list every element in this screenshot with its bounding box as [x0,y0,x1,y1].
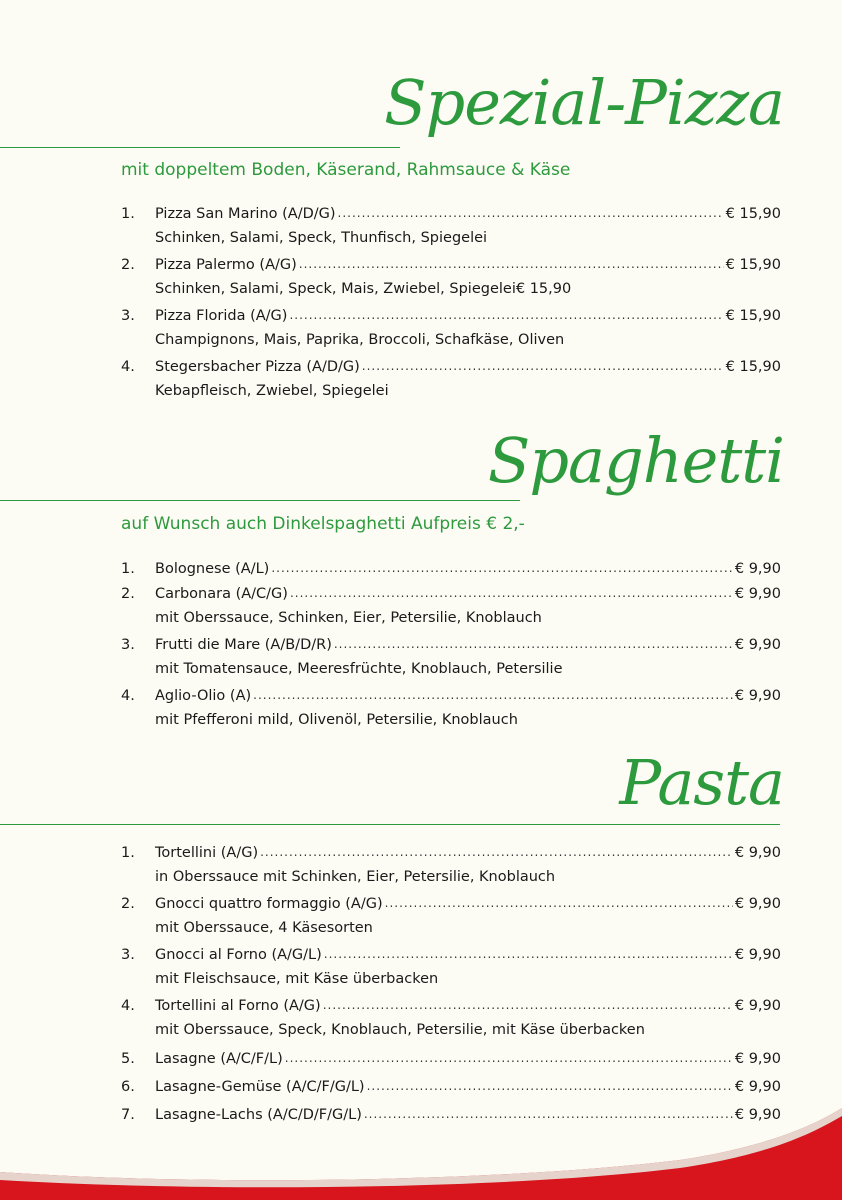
item-name: Tortellini (A/G) [155,845,259,861]
item-number: 7. [121,1107,135,1123]
item-description: mit Oberssauce, Schinken, Eier, Petersilie, Knoblauch [155,610,542,626]
item-description: mit Oberssauce, 4 Käsesorten [155,920,373,936]
dot-leader [285,1044,733,1072]
item-number: 1. [121,561,135,577]
item-description: mit Pfefferoni mild, Olivenöl, Petersilie, Knoblauch [155,712,518,728]
menu-item [121,304,781,355]
item-price: € 9,90 [734,1079,781,1095]
item-number: 3. [121,637,135,653]
item-number: 5. [121,1051,135,1067]
section-subtitle: auf Wunsch auch Dinkelspaghetti Aufpreis € 2,- [121,514,525,534]
dot-leader [338,201,724,226]
menu-item [121,994,781,1045]
item-name: Carbonara (A/C/G) [155,586,288,602]
item-price: € 9,90 [734,688,781,704]
item-number: 3. [121,947,135,963]
item-price: € 15,90 [725,359,781,375]
item-number: 6. [121,1079,135,1095]
menu-item [121,684,781,735]
item-price: € 9,90 [734,998,781,1014]
item-description: mit Oberssauce, Speck, Knoblauch, Petersilie, mit Käse überbacken [155,1022,645,1038]
item-name: Tortellini al Forno (A/G) [155,998,321,1014]
section-divider [0,824,780,825]
section-divider [0,500,520,501]
menu-item [121,582,781,633]
menu-item [121,892,781,943]
item-number: 4. [121,359,135,375]
section-title: Pasta [619,746,784,819]
dot-leader [385,891,733,916]
red-wave-decoration [0,1090,842,1200]
menu-item [121,943,781,994]
item-number: 2. [121,586,135,602]
menu-list [121,202,781,406]
item-description: mit Tomatensauce, Meeresfrüchte, Knoblauch, Petersilie [155,661,563,677]
item-description: Schinken, Salami, Speck, Thunfisch, Spiegelei [155,230,488,246]
item-price: € 9,90 [734,1107,781,1123]
item-description: Kebapfleisch, Zwiebel, Spiegelei [155,383,389,399]
dot-leader [253,683,733,708]
item-name: Frutti die Mare (A/B/D/R) [155,637,332,653]
dot-leader [290,581,733,606]
item-name: Pizza Florida (A/G) [155,308,288,324]
menu-item [121,633,781,684]
item-number: 3. [121,308,135,324]
item-name: Stegersbacher Pizza (A/D/G) [155,359,360,375]
menu-item [121,841,781,892]
item-number: 1. [121,845,135,861]
section-subtitle: mit doppeltem Boden, Käserand, Rahmsauce & Käse [121,160,571,180]
item-description: Champignons, Mais, Paprika, Broccoli, Schafkäse, Oliven [155,332,565,348]
item-number: 1. [121,206,135,222]
item-price: € 9,90 [734,637,781,653]
dot-leader [324,942,733,967]
dot-leader [323,993,733,1018]
item-name: Pizza San Marino (A/D/G) [155,206,336,222]
menu-list [121,841,781,1129]
item-name: Aglio-Olio (A) [155,688,252,704]
menu-item [121,355,781,406]
item-price: € 15,90 [725,206,781,222]
item-name: Pizza Palermo (A/G) [155,257,297,273]
menu-item [121,202,781,253]
item-price: € 9,90 [734,947,781,963]
item-price: € 9,90 [734,1051,781,1067]
dot-leader [299,252,724,277]
item-price: € 9,90 [734,896,781,912]
item-number: 2. [121,257,135,273]
item-name: Gnocci al Forno (A/G/L) [155,947,322,963]
item-price: € 9,90 [734,586,781,602]
menu-item [121,253,781,304]
item-name: Gnocci quattro formaggio (A/G) [155,896,383,912]
section-title: Spaghetti [487,424,784,497]
item-price: € 15,90 [725,257,781,273]
section-title: Spezial-Pizza [384,66,784,139]
item-price: € 9,90 [734,561,781,577]
item-name: Lasagne-Lachs (A/C/D/F/G/L) [155,1107,362,1123]
item-name: Lasagne-Gemüse (A/C/F/G/L) [155,1079,365,1095]
section-divider [0,147,400,148]
item-price: € 15,90 [725,308,781,324]
menu-item [121,557,781,582]
item-description: in Oberssauce mit Schinken, Eier, Petersilie, Knoblauch [155,869,556,885]
dot-leader [271,556,733,581]
item-number: 2. [121,896,135,912]
item-description: Schinken, Salami, Speck, Mais, Zwiebel, Spiegelei€ 15,90 [155,281,572,297]
dot-leader [362,354,724,379]
item-name: Lasagne (A/C/F/L) [155,1051,283,1067]
dot-leader [289,303,723,328]
menu-item [121,1045,781,1073]
menu-list [121,557,781,735]
item-number: 4. [121,688,135,704]
item-name: Bolognese (A/L) [155,561,270,577]
dot-leader [334,632,733,657]
item-price: € 9,90 [734,845,781,861]
item-number: 4. [121,998,135,1014]
dot-leader [260,840,733,865]
item-description: mit Fleischsauce, mit Käse überbacken [155,971,439,987]
